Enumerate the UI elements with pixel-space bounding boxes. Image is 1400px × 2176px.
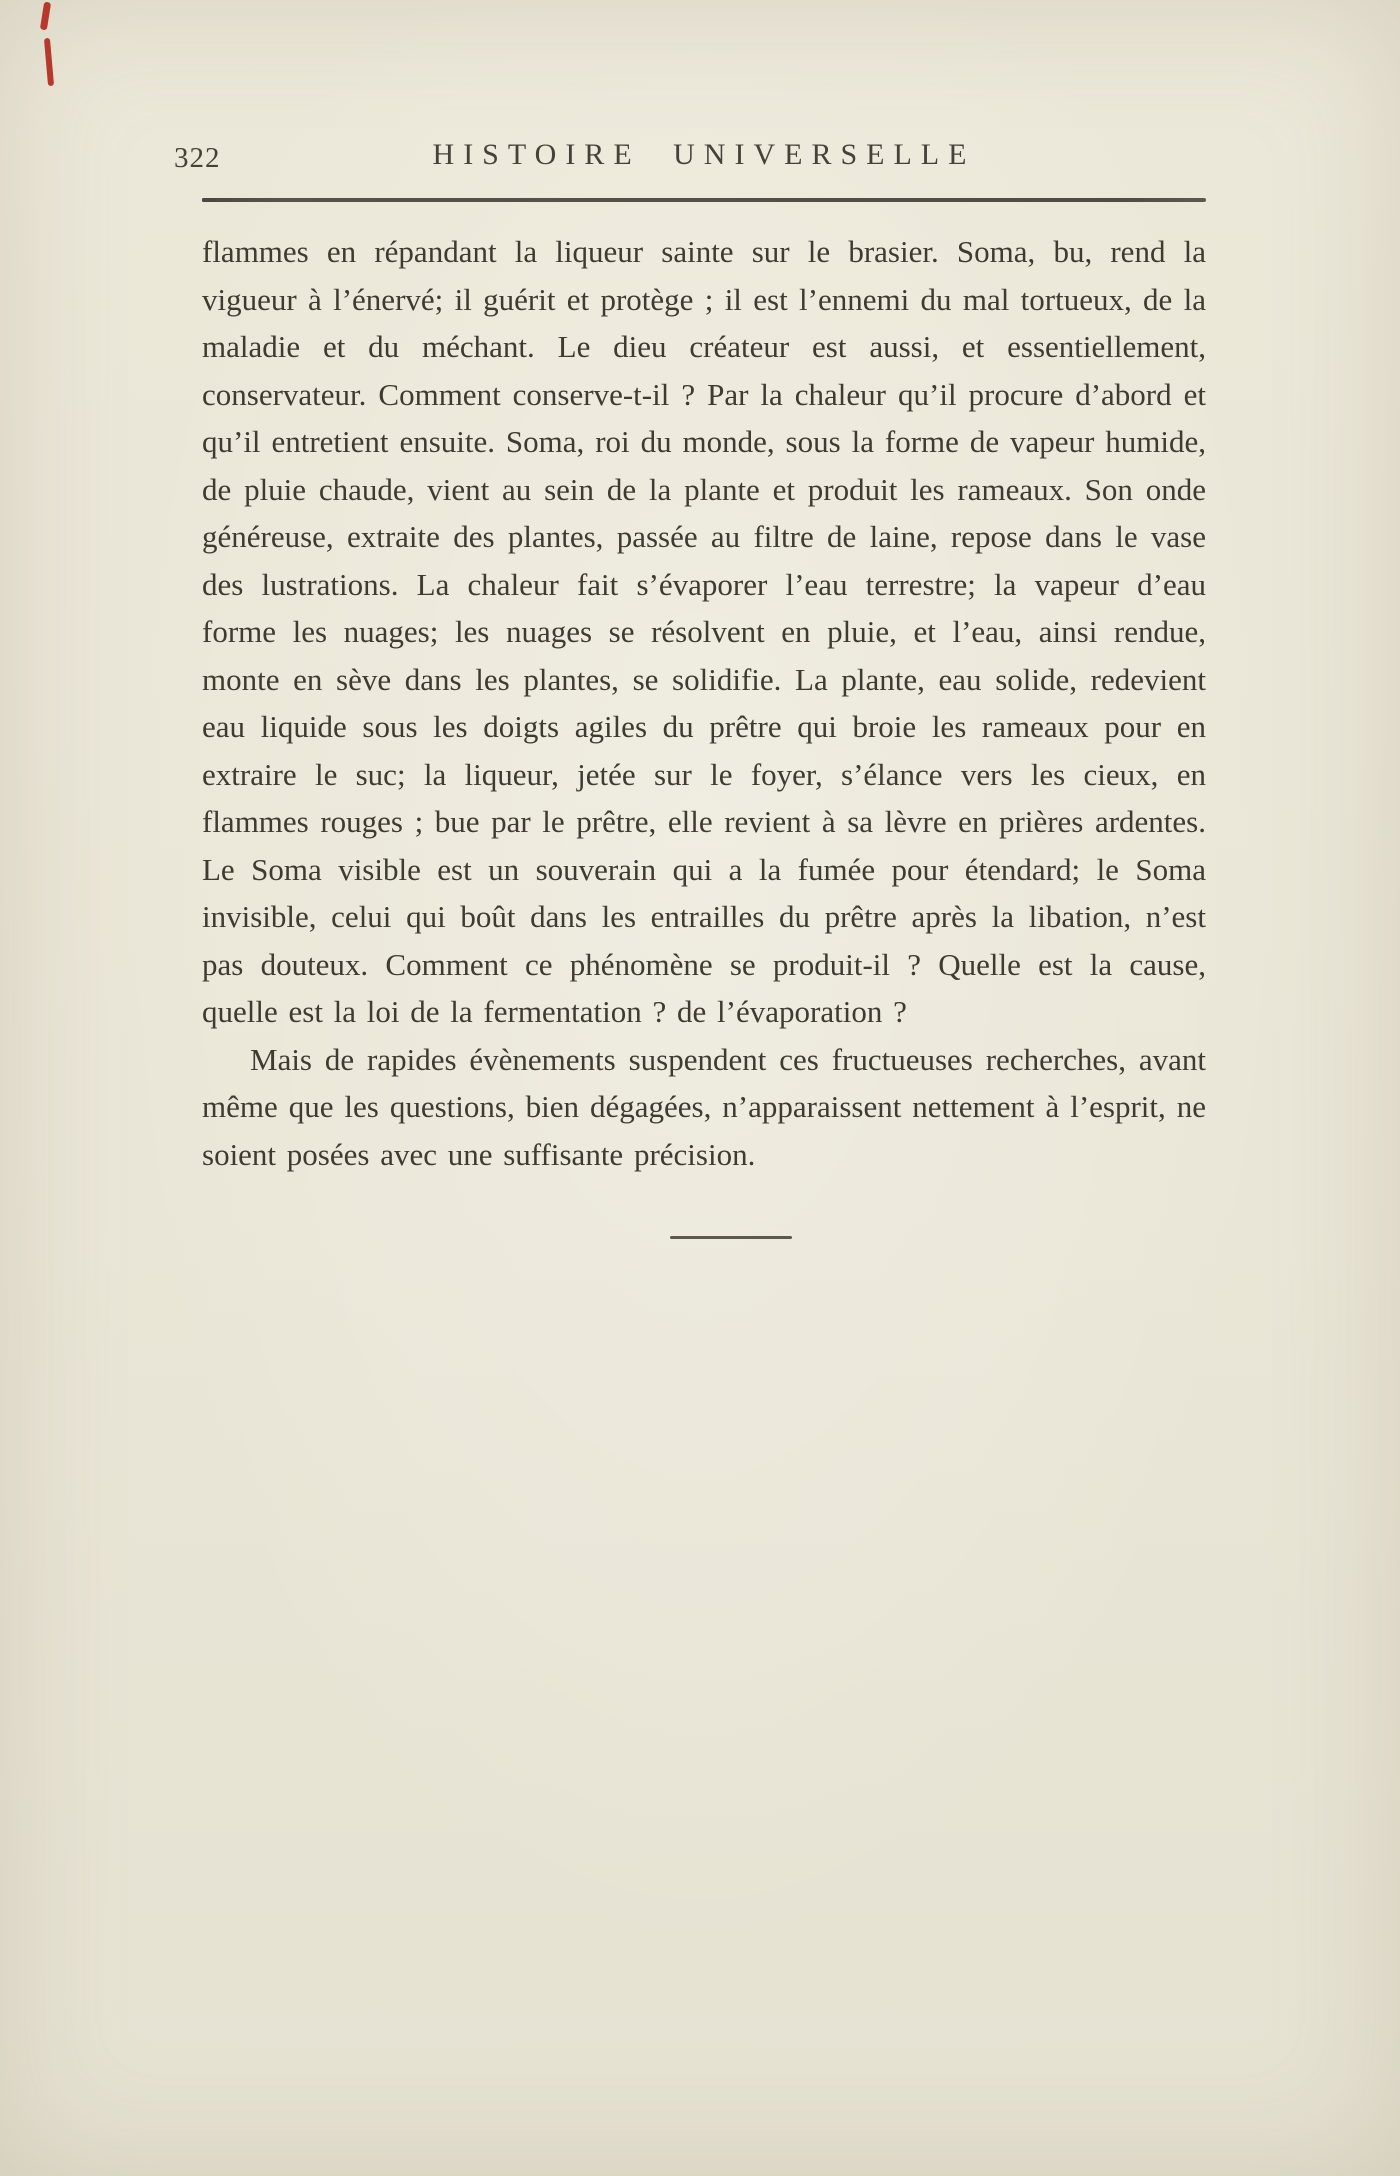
paragraph-2: Mais de rapides évènements suspendent ces fructueuses recherches, avant même que les questions, bien dégagées, n’apparaissent nettement à l’esprit, ne soient posées avec une suffisante précision. xyxy=(202,1041,1206,1172)
body-text xyxy=(202,228,1206,1178)
paragraph-1: flammes en répandant la liqueur sainte sur le brasier. Soma, bu, rend la vigueur à l’énervé; il guérit et protège ; il est l’ennemi du mal tortueux, de la maladie et du méchant. Le dieu créateur est aussi, et essentiellement, conservateur. Comment conserve-t-il ? Par la chaleur qu’il procure d’abord et qu’il entretient ensuite. Soma, roi du monde, sous la forme de vapeur humide, de pluie chaude, vient au sein de la plante et produit les rameaux. Son onde généreuse, extraite des plantes, passée au filtre de laine, repose dans le vase des lustrations. La chaleur fait s’évaporer l’eau terrestre; la vapeur d’eau forme les nuages; les nuages se résolvent en pluie, et l’eau, ainsi rendue, monte en sève dans les plantes, se solidifie. La plante, eau solide, redevient eau liquide sous les doigts agiles du prêtre qui broie les rameaux pour en extraire le suc; la liqueur, jetée sur le foyer, s’élance vers les cieux, en flammes rouges ; bue par le prêtre, elle revient à sa lèvre en prières ardentes. Le Soma visible est un souverain qui a la fumée pour étendard; le Soma invisible, celui qui boût dans les entrailles du prêtre après la libation, n’est pas douteux. Comment ce phénomène se produit-il ? Quelle est la cause, quelle est la loi de la fermentation ? de l’évaporation ? xyxy=(202,234,1206,1029)
page-header xyxy=(174,126,1206,188)
red-ink-stroke xyxy=(44,38,54,86)
text-block xyxy=(174,126,1206,1239)
red-ink-stroke xyxy=(40,2,51,31)
header-rule xyxy=(202,198,1206,202)
page-number: 322 xyxy=(174,142,221,174)
red-ink-marks xyxy=(36,0,76,100)
section-end-divider xyxy=(670,1236,792,1239)
page-title: HISTOIRE UNIVERSELLE xyxy=(432,138,976,171)
